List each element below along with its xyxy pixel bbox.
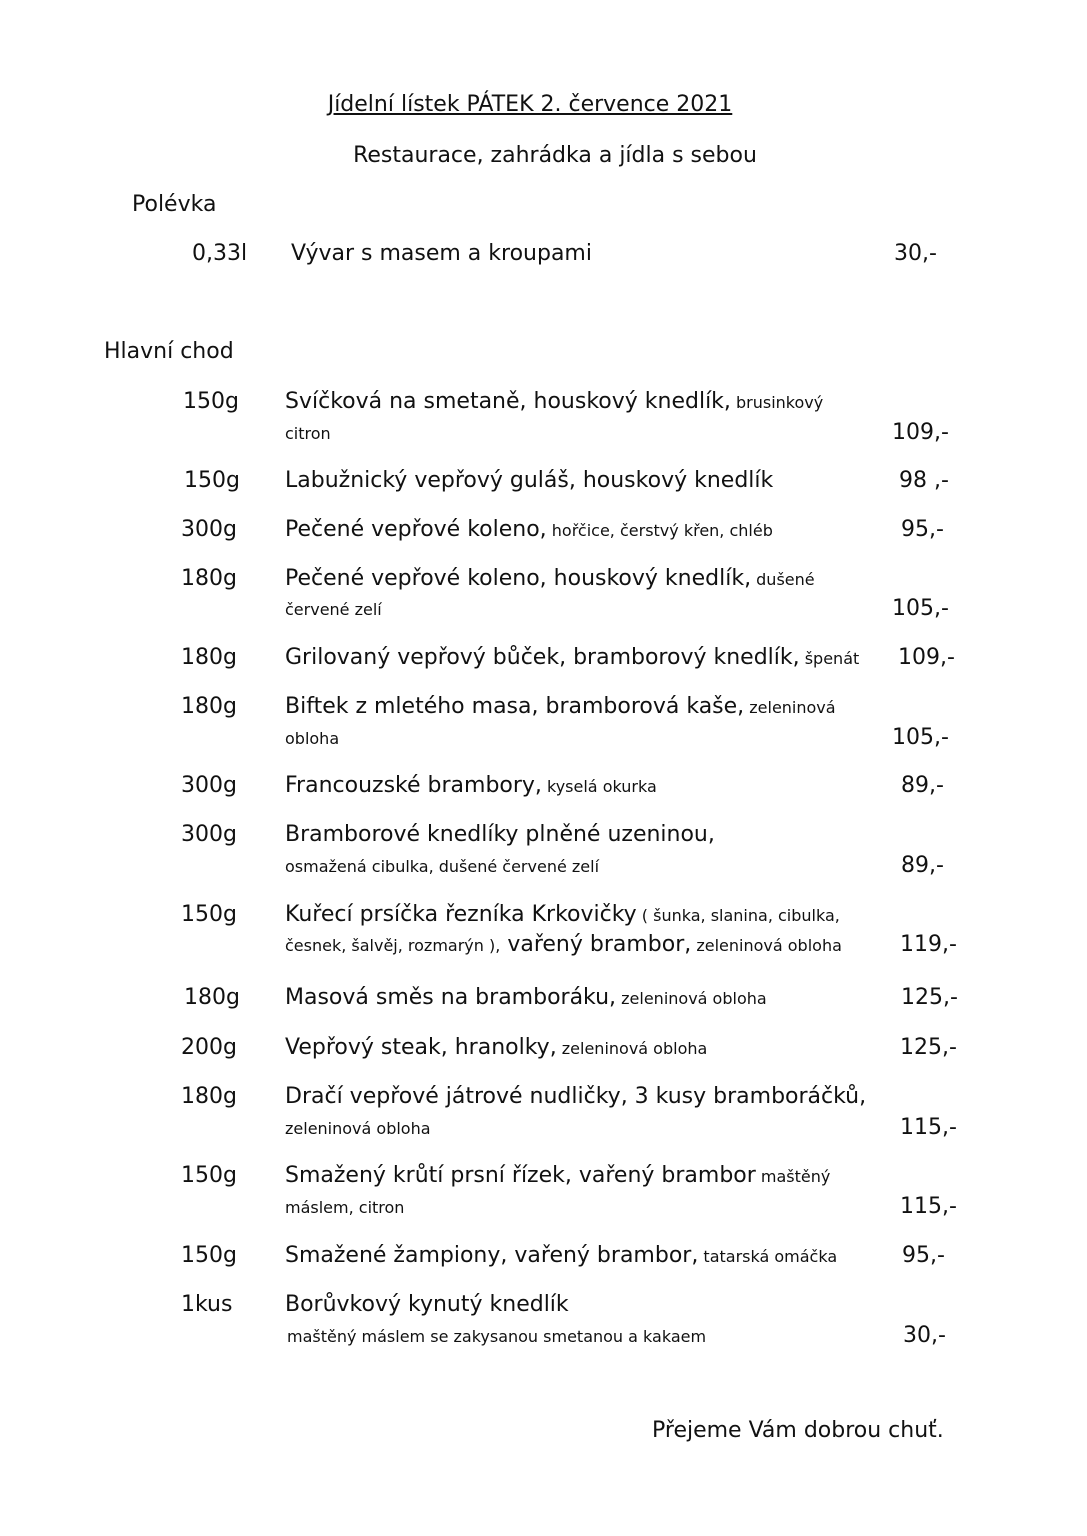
item-name: Borůvkový kynutý knedlík xyxy=(285,1292,569,1317)
item-name: Pečené vepřové koleno, xyxy=(285,517,547,542)
item-weight: 200g xyxy=(181,1035,237,1060)
item-name-line xyxy=(285,517,773,542)
item-side: dušené xyxy=(751,570,815,589)
item-side-line2: maštěný máslem se zakysanou smetanou a kakaem xyxy=(287,1327,707,1346)
menu-subtitle: Restaurace, zahrádka a jídla s sebou xyxy=(353,143,757,168)
item-price: 109,- xyxy=(892,420,949,445)
soup-name: Vývar s masem a kroupami xyxy=(291,241,592,266)
item-side-line2: citron xyxy=(285,424,331,443)
item-price: 95,- xyxy=(902,1243,945,1268)
item-side-line2: zeleninová obloha xyxy=(285,1119,431,1138)
soup-price: 30,- xyxy=(894,241,937,266)
item-name-line2 xyxy=(285,932,842,957)
item-side: kyselá okurka xyxy=(541,777,657,796)
item-side: hořčice, čerstvý křen, chléb xyxy=(546,521,773,540)
item-name-line xyxy=(285,773,657,798)
item-name-line xyxy=(285,1243,837,1268)
item-weight: 1kus xyxy=(181,1292,233,1317)
item-weight: 150g xyxy=(181,1243,237,1268)
item-name-line xyxy=(285,468,773,493)
item-side: brusinkový xyxy=(730,393,824,412)
item-weight: 180g xyxy=(181,645,237,670)
item-weight: 180g xyxy=(181,694,237,719)
item-name: Bramborové knedlíky plněné uzeninou, xyxy=(285,822,715,847)
item-price: 115,- xyxy=(900,1115,957,1140)
item-name: Vepřový steak, hranolky, xyxy=(285,1035,557,1060)
item-name-line xyxy=(285,1163,830,1188)
item-side-line2: máslem, citron xyxy=(285,1198,405,1217)
item-name: Smažené žampiony, vařený brambor, xyxy=(285,1243,699,1268)
item-weight: 300g xyxy=(181,773,237,798)
item-price: 98 ,- xyxy=(899,468,949,493)
item-name: Masová směs na bramboráku, xyxy=(285,985,617,1010)
item-name: Francouzské brambory, xyxy=(285,773,542,798)
item-price: 30,- xyxy=(903,1323,946,1348)
menu-title: Jídelní lístek PÁTEK 2. července 2021 xyxy=(327,92,733,117)
soup-weight: 0,33l xyxy=(192,241,248,266)
item-name: Svíčková na smetaně, houskový knedlík, xyxy=(285,389,731,414)
item-weight: 150g xyxy=(181,1163,237,1188)
item-price: 109,- xyxy=(898,645,955,670)
item-name-line xyxy=(285,1084,866,1109)
item-side: špenát xyxy=(799,649,860,668)
item-weight: 180g xyxy=(184,985,240,1010)
item-side: zeleninová obloha xyxy=(556,1039,708,1058)
item-name-line xyxy=(285,1292,569,1317)
item-side: česnek, šalvěj, rozmarýn ), xyxy=(285,936,501,955)
item-price: 125,- xyxy=(901,985,958,1010)
item-side-line2: obloha xyxy=(285,729,340,748)
item-name-line xyxy=(285,694,836,719)
item-weight: 150g xyxy=(181,902,237,927)
item-price: 105,- xyxy=(892,725,949,750)
item-price: 95,- xyxy=(901,517,944,542)
item-name: Dračí vepřové játrové nudličky, 3 kusy bramboráčků, xyxy=(285,1084,867,1109)
item-name: Pečené vepřové koleno, houskový knedlík, xyxy=(285,566,752,591)
item-price: 89,- xyxy=(901,853,944,878)
item-name: Smažený krůtí prsní řízek, vařený brambor xyxy=(285,1163,756,1188)
item-weight: 150g xyxy=(183,389,239,414)
item-price: 125,- xyxy=(900,1035,957,1060)
item-weight: 180g xyxy=(181,1084,237,1109)
item-side: tatarská omáčka xyxy=(698,1247,838,1266)
item-name: Biftek z mletého masa, bramborová kaše, xyxy=(285,694,745,719)
item-side: zeleninová obloha xyxy=(616,989,767,1008)
closing-greeting: Přejeme Vám dobrou chuť. xyxy=(652,1418,944,1443)
item-side: zeleninová xyxy=(744,698,836,717)
item-name-line xyxy=(285,822,715,847)
item-side: zeleninová obloha xyxy=(691,936,842,955)
item-name-line xyxy=(285,566,815,591)
item-side: maštěný xyxy=(755,1167,831,1186)
item-price: 89,- xyxy=(901,773,944,798)
item-weight: 300g xyxy=(181,822,237,847)
item-weight: 180g xyxy=(181,566,237,591)
item-name: Labužnický vepřový guláš, houskový knedlík xyxy=(285,468,774,493)
section-soup-label: Polévka xyxy=(132,192,217,217)
item-side-line2: červené zelí xyxy=(285,600,382,619)
item-name: Grilovaný vepřový bůček, bramborový knedlík, xyxy=(285,645,800,670)
item-name-line xyxy=(285,985,767,1010)
item-side: ( šunka, slanina, cibulka, xyxy=(636,906,840,925)
item-name: Kuřecí prsíčka řezníka Krkovičky xyxy=(285,902,637,927)
item-name-line xyxy=(285,389,823,414)
item-weight: 150g xyxy=(184,468,240,493)
item-name-cont: vařený brambor, xyxy=(500,932,692,957)
item-price: 105,- xyxy=(892,596,949,621)
item-name-line xyxy=(285,1035,707,1060)
item-price: 115,- xyxy=(900,1194,957,1219)
item-weight: 300g xyxy=(181,517,237,542)
item-price: 119,- xyxy=(900,932,957,957)
item-name-line xyxy=(285,902,840,927)
section-main-label: Hlavní chod xyxy=(104,339,234,364)
item-name-line xyxy=(285,645,859,670)
item-side-line2: osmažená cibulka, dušené červené zelí xyxy=(285,857,600,876)
